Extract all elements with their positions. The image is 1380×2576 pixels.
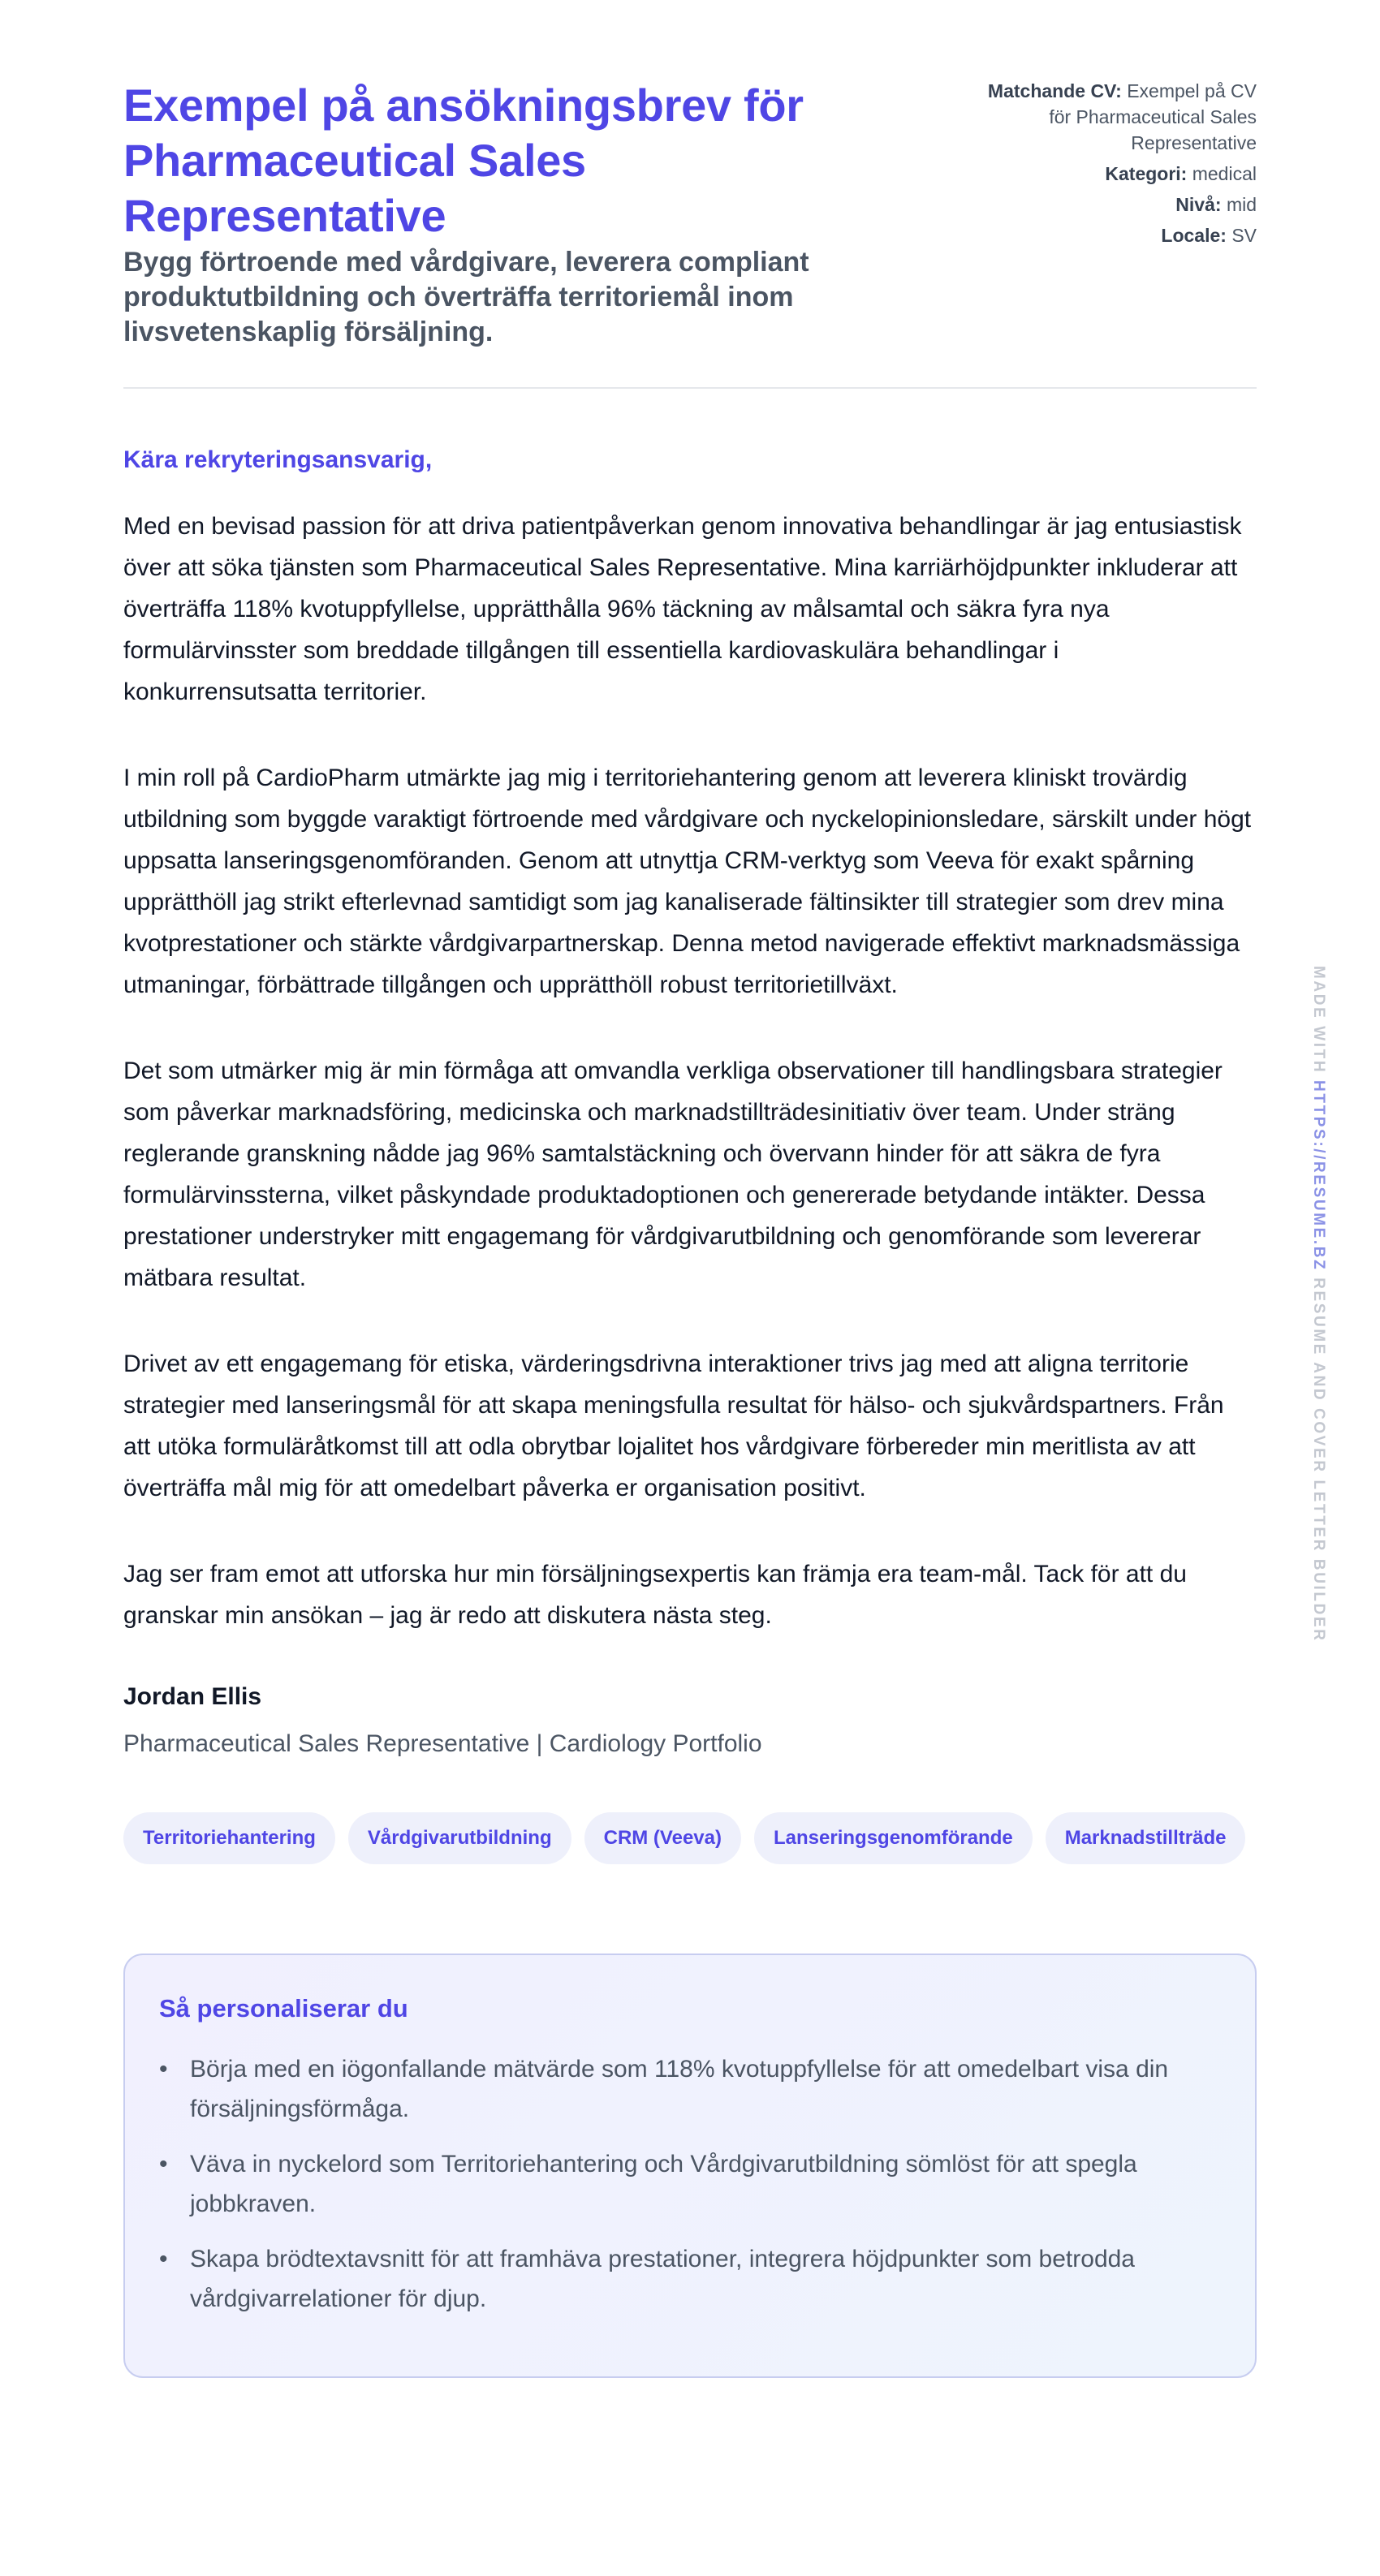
- watermark-suffix: RESUME AND COVER LETTER BUILDER: [1310, 1271, 1327, 1643]
- page-subtitle: Bygg förtroende med vårdgivare, leverera compliant produktutbildning och överträffa territoriemål inom livsvetenskaplig försäljning.: [123, 247, 809, 347]
- tips-list: [159, 2049, 1221, 2319]
- meta-matching-cv-value[interactable]: Exempel på CV för Pharmaceutical Sales Representative: [1049, 80, 1257, 153]
- meta-locale-label: Locale:: [1161, 225, 1227, 246]
- watermark-prefix: MADE WITH: [1310, 966, 1327, 1081]
- meta-level-value: mid: [1226, 194, 1257, 215]
- letter-paragraph-1: Med en bevisad passion för att driva patientpåverkan genom innovativa behandlingar är jag entusiastisk över att söka tjänsten som Pharmaceutical Sales Representative. Mina karriärhöjdpunkter inkluderar att överträffa 118% kvotuppfyllelse, upprätthålla 96% täckning av målsamtal och säkra fyra nya formulärvinsster som breddade tillgången till essentiella kardiovaskulära behandlingar i konkurrensutsatta territorier.: [123, 513, 1242, 705]
- cover-letter-page: [123, 78, 1257, 2378]
- letter-body: [123, 506, 1257, 1636]
- meta-category: [981, 161, 1257, 187]
- tip-item: • Väva in nyckelord som Territoriehantering och Vårdgivarutbildning sömlöst för att spegla jobbkraven.: [159, 2144, 1221, 2224]
- meta-level: [981, 192, 1257, 218]
- header-titles: [123, 78, 903, 350]
- meta-panel: [981, 78, 1257, 253]
- header-divider: [123, 387, 1257, 389]
- skill-tag: Vårdgivarutbildning: [348, 1812, 571, 1864]
- watermark: [1303, 966, 1332, 1643]
- letter-paragraph-3: Det som utmärker mig är min förmåga att omvandla verkliga observationer till handlingsbara strategier som påverkar marknadsföring, medicinska och marknadstillträdesinitiativ över team. Under sträng reglerande granskning nådde jag 96% samtalstäckning och övervann hinder för att säkra de fyra formulärvinssterna, vilket påskyndade produktadoptionen och genererade betydande intäkter. Dessa prestationer understryker mitt engagemang för vårdgivarutbildning och genomförande som levererar mätbara resultat.: [123, 1058, 1223, 1291]
- letter-paragraph-4: Drivet av ett engagemang för etiska, värderingsdrivna interaktioner trivs jag med att aligna territorie strategier med lanseringsmål för att skapa meningsfulla resultat för hälso- och sjukvårdspartners. Från att utöka formuläråtkomst till att odla obrytbar lojalitet hos vårdgivare förbereder min meritlista av att överträffa mål mig för att omedelbart påverka er organisation positivt.: [123, 1350, 1224, 1501]
- meta-category-label: Kategori:: [1105, 163, 1188, 184]
- skill-tag: Territoriehantering: [123, 1812, 335, 1864]
- tips-title: Så personaliserar du: [159, 1994, 408, 2022]
- tip-item: • Börja med en iögonfallande mätvärde som 118% kvotuppfyllelse för att omedelbart visa din försäljningsförmåga.: [159, 2049, 1221, 2129]
- page-header: [123, 78, 1257, 350]
- signature-name: Jordan Ellis: [123, 1683, 262, 1710]
- signature-title: Pharmaceutical Sales Representative | Cardiology Portfolio: [123, 1730, 762, 1757]
- personalization-tips-box: [123, 1954, 1257, 2378]
- watermark-link[interactable]: HTTPS://RESUME.BZ: [1310, 1080, 1327, 1272]
- meta-locale-value: SV: [1231, 225, 1257, 246]
- skill-tags: [123, 1812, 1257, 1864]
- letter-paragraph-5: Jag ser fram emot att utforska hur min försäljningsexpertis kan främja era team-mål. Tack för att du granskar min ansökan – jag är redo att diskutera nästa steg.: [123, 1561, 1187, 1629]
- skill-tag: CRM (Veeva): [584, 1812, 741, 1864]
- meta-matching-cv: [981, 78, 1257, 156]
- page-title: Exempel på ansökningsbrev för Pharmaceutical Sales Representative: [123, 80, 804, 241]
- meta-locale: [981, 222, 1257, 248]
- tip-item: • Skapa brödtextavsnitt för att framhäva prestationer, integrera höjdpunkter som betrodda vårdgivarrelationer för djup.: [159, 2239, 1221, 2319]
- letter-paragraph-2: I min roll på CardioPharm utmärkte jag mig i territoriehantering genom att leverera kliniskt trovärdig utbildning som byggde varaktigt förtroende med vårdgivare och nyckelopinionsledare, särskilt under högt uppsatta lanseringsgenomföranden. Genom att utnyttja CRM-verktyg som Veeva för exakt spårning upprätthöll jag strikt efterlevnad samtidigt som jag kanaliserade fältinsikter till strategier som drev mina kvotprestationer och stärkte vårdgivarpartnerskap. Denna metod navigerade effektivt marknadsmässiga utmaningar, förbättrade tillgången och upprätthöll robust territorietillväxt.: [123, 765, 1252, 998]
- skill-tag: Marknadstillträde: [1046, 1812, 1246, 1864]
- watermark-text: [1309, 966, 1327, 1643]
- meta-level-label: Nivå:: [1175, 194, 1222, 215]
- meta-category-value: medical: [1192, 163, 1257, 184]
- skill-tag: Lanseringsgenomförande: [754, 1812, 1033, 1864]
- letter-greeting: Kära rekryteringsansvarig,: [123, 446, 433, 473]
- meta-matching-cv-label: Matchande CV:: [987, 80, 1122, 101]
